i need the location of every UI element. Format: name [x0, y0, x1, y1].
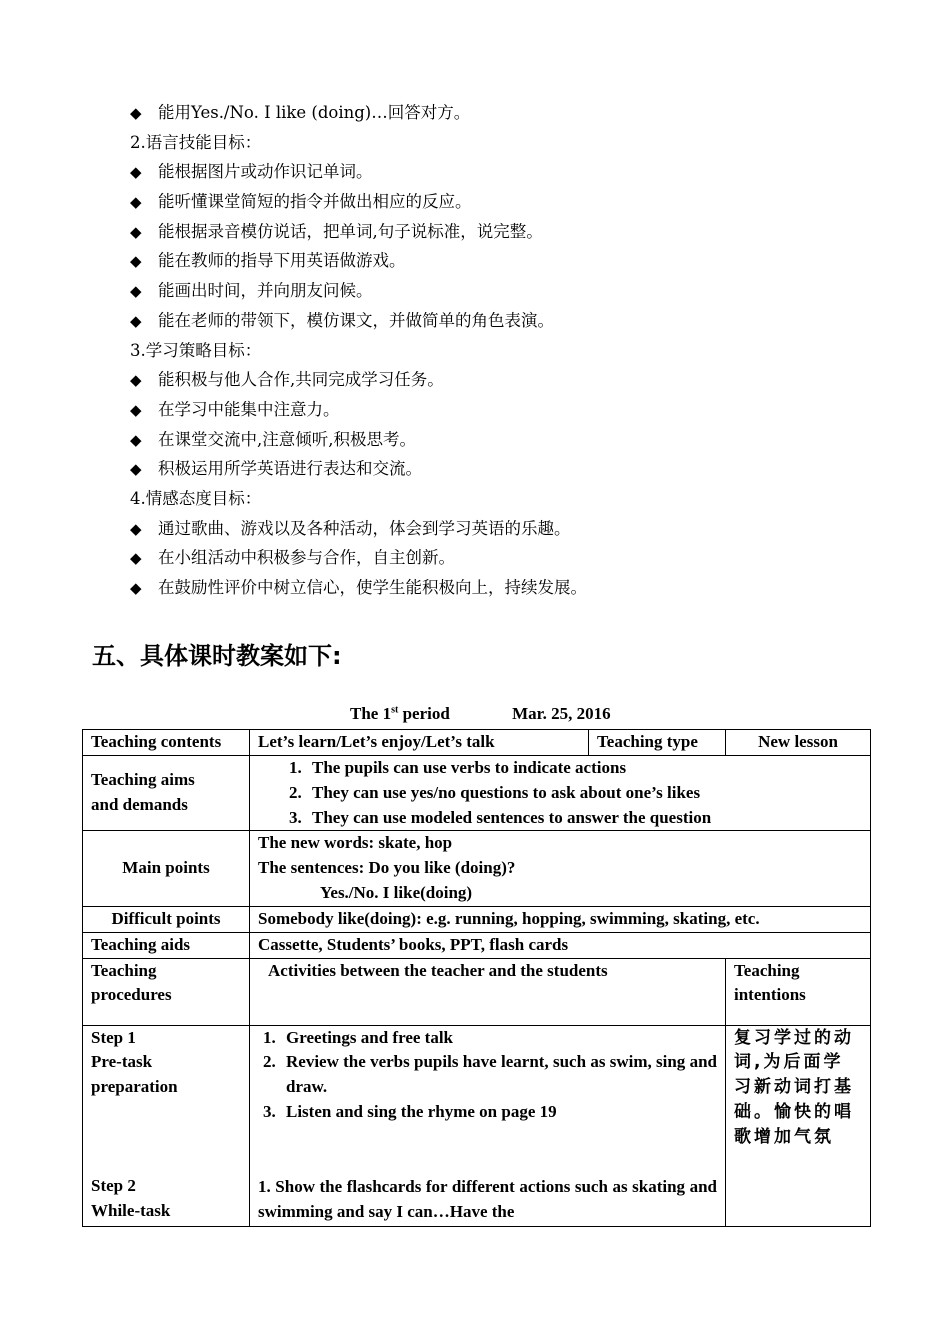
teaching-type-label: Teaching type	[589, 730, 726, 756]
diamond-bullet-icon: ◆	[130, 371, 142, 390]
goal-item: ◆ 能积极与他人合作,共同完成学习任务。	[130, 365, 890, 395]
steps-label: Step 1 Pre-task preparation Step 2 While-task	[83, 1025, 250, 1226]
difficult-points-label: Difficult points	[83, 906, 250, 932]
table-row	[83, 756, 871, 831]
section-title: 五、具体课时教案如下:	[92, 642, 342, 670]
list-item: 1. Greetings and free talk	[280, 1026, 717, 1051]
teaching-goals	[130, 98, 890, 603]
diamond-bullet-icon: ◆	[130, 430, 142, 449]
goal-item: ◆ 在小组活动中积极参与合作，自主创新。	[130, 543, 890, 573]
period-header	[350, 704, 611, 724]
teaching-aids-label: Teaching aids	[83, 932, 250, 958]
goal-item: ◆ 能根据图片或动作识记单词。	[130, 157, 890, 187]
main-points-value: The new words: skate, hop The sentences: Do you like (doing)? Yes./No. I like(doing)	[250, 831, 871, 906]
list-item: 3. Listen and sing the rhyme on page 19	[280, 1100, 717, 1125]
diamond-bullet-icon: ◆	[130, 519, 142, 538]
teaching-type-value: New lesson	[726, 730, 871, 756]
list-item: 2. They can use yes/no questions to ask about one’s likes	[306, 781, 862, 806]
list-item: 1. The pupils can use verbs to indicate actions	[306, 756, 862, 781]
teaching-contents-label: Teaching contents	[83, 730, 250, 756]
diamond-bullet-icon: ◆	[130, 579, 142, 597]
main-points-label: Main points	[83, 831, 250, 906]
goal-item: ◆ 能在老师的带领下，模仿课文，并做简单的角色表演。	[130, 306, 890, 336]
teaching-aids-value: Cassette, Students’ books, PPT, flash cards	[250, 932, 871, 958]
table-row	[83, 958, 871, 1025]
table-row	[83, 906, 871, 932]
emotional-attitudes-heading: 4.情感态度目标：	[130, 488, 262, 508]
diamond-bullet-icon: ◆	[130, 222, 142, 241]
procedures-label: Teaching procedures	[83, 958, 250, 1025]
diamond-bullet-icon: ◆	[130, 460, 142, 479]
diamond-bullet-icon: ◆	[130, 193, 142, 212]
list-item: 3. They can use modeled sentences to answer the question	[306, 806, 862, 831]
table-row	[83, 1025, 871, 1226]
period-date: Mar. 25, 2016	[512, 704, 611, 723]
diamond-bullet-icon: ◆	[130, 311, 142, 330]
diamond-bullet-icon: ◆	[130, 549, 142, 568]
goal-item: ◆ 积极运用所学英语进行表达和交流。	[130, 454, 890, 484]
goal-item: ◆ 能根据录音模仿说话，把单词,句子说标准，说完整。	[130, 217, 890, 247]
language-skills-heading: 2.语言技能目标：	[130, 132, 262, 152]
diamond-bullet-icon: ◆	[130, 282, 142, 301]
goal-item: ◆ 在学习中能集中注意力。	[130, 395, 890, 425]
goal-item: ◆ 能听懂课堂简短的指令并做出相应的反应。	[130, 187, 890, 217]
lesson-plan-table	[82, 729, 871, 1227]
goal-item: ◆ 能在教师的指导下用英语做游戏。	[130, 246, 890, 276]
teaching-aims-list	[250, 756, 871, 831]
goal-item: ◆ 在课堂交流中,注意倾听,积极思考。	[130, 425, 890, 455]
diamond-bullet-icon: ◆	[130, 104, 142, 122]
difficult-points-value: Somebody like(doing): e.g. running, hopping, swimming, skating, etc.	[250, 906, 871, 932]
activities-header: Activities between the teacher and the students	[250, 958, 726, 1025]
list-item: 2. Review the verbs pupils have learnt, such as swim, sing and draw.	[280, 1050, 717, 1100]
table-row	[83, 730, 871, 756]
intentions-header: Teaching intentions	[726, 958, 871, 1025]
diamond-bullet-icon: ◆	[130, 252, 142, 271]
learning-strategies-heading: 3.学习策略目标：	[130, 340, 262, 360]
diamond-bullet-icon: ◆	[130, 400, 142, 419]
step2-activity: 1. Show the flashcards for different actions such as skating and swimming and say I can…Have the	[258, 1176, 717, 1221]
diamond-bullet-icon: ◆	[130, 163, 142, 182]
teaching-contents-value: Let’s learn/Let’s enjoy/Let’s talk	[250, 730, 589, 756]
goal-item: ◆ 在鼓励性评价中树立信心，使学生能积极向上，持续发展。	[130, 573, 890, 603]
period-label: The 1st period	[350, 704, 450, 723]
goal-item: ◆ 通过歌曲、游戏以及各种活动，体会到学习英语的乐趣。	[130, 514, 890, 544]
steps-activities	[250, 1025, 726, 1226]
step1-intention: 复习学过的动词,为后面学习新动词打基础。愉快的唱歌增加气氛	[726, 1025, 871, 1226]
teaching-aims-label: Teaching aims and demands	[83, 756, 250, 831]
table-row	[83, 831, 871, 906]
table-row	[83, 932, 871, 958]
goal-item: ◆ 能用Yes./No. I like (doing)…回答对方。	[130, 98, 890, 128]
goal-item: ◆ 能画出时间，并向朋友问候。	[130, 276, 890, 306]
